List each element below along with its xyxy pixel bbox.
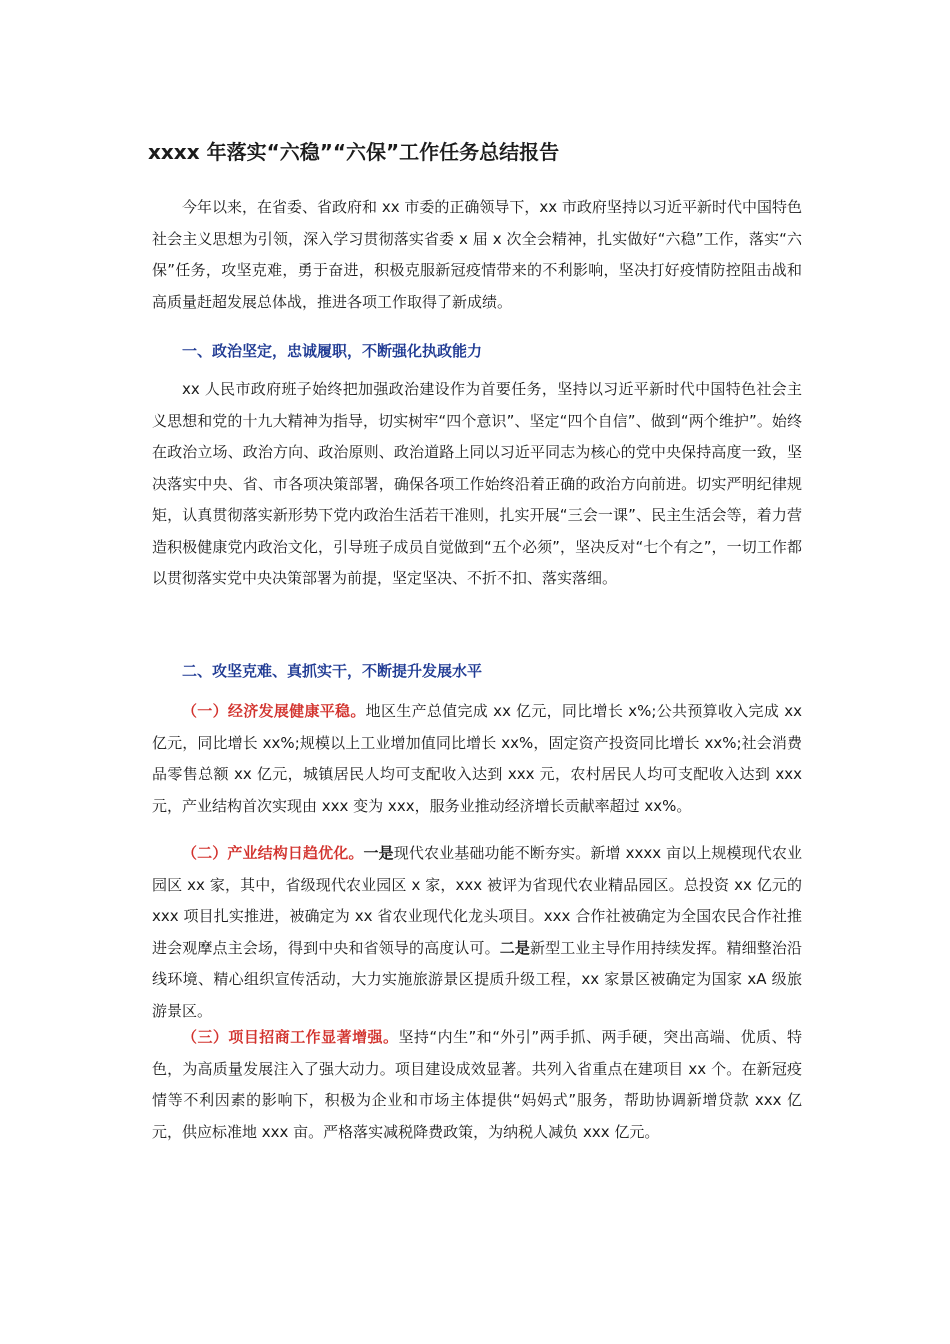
subsection-1-lead: （一）经济发展健康平稳。 — [182, 702, 366, 720]
section-1-body: xx 人民市政府班子始终把加强政治建设作为首要任务，坚持以习近平新时代中国特色社会主义思想和党的十九大精神为指导，切实树牢“四个意识”、坚定“四个自信”、做到“两个维护”。始终在政治立场、政治方向、政治原则、政治道路上同以习近平同志为核心的党中央保持高度一致，坚决落实中央、省、市各项决策部署，确保各项工作始终沿着正确的政治方向前进。切实严明纪律规矩，认真贯彻落实新形势下党内政治生活若干准则，扎实开展“三会一课”、民主生活会等，着力营造积极健康党内政治文化，引导班子成员自觉做到“五个必须”，坚决反对“七个有之”，一切工作都以贯彻落实党中央决策部署为前提，坚定坚决、不折不扣、落实落细。 — [152, 380, 802, 587]
subsection-2-paragraph — [152, 838, 802, 1027]
point-1-body: 现代农业基础功能不断夯实。新增 xxxx 亩以上规模现代农业园区 xx 家，其中，省级现代农业园区 x 家，xxx 被评为省现代农业精品园区。总投资 xx 亿元的 xxx 项目扎实推进，被确定为 xx 省农业现代化龙头项目。xxx 合作社被确定为全国农民合作社推进会观摩点主会场，得到中央和省领导的高度认可。 — [152, 844, 802, 957]
subsection-2-lead: （二）产业结构日趋优化。 — [182, 844, 364, 862]
intro-paragraph: 今年以来，在省委、省政府和 xx 市委的正确领导下，xx 市政府坚持以习近平新时代中国特色社会主义思想为引领，深入学习贯彻落实省委 x 届 x 次全会精神，扎实做好“六稳”工作，落实“六保”任务，攻坚克难，勇于奋进，积极克服新冠疫情带来的不利影响，坚决打好疫情防控阻击战和高质量赶超发展总体战，推进各项工作取得了新成绩。 — [152, 198, 802, 311]
point-2-label: 二是 — [499, 938, 530, 957]
subsection-3-paragraph — [152, 1022, 802, 1148]
point-2-body: 新型工业主导作用持续发挥。精细整治沿线环境、精心组织宣传活动，大力实施旅游景区提质升级工程，xx 家景区被确定为国家 xA 级旅游景区。 — [152, 938, 802, 1020]
section-1-heading: 一、政治坚定，忠诚履职，不断强化执政能力 — [182, 342, 483, 360]
document-title: xxxx 年落实“六稳”“六保”工作任务总结报告 — [148, 140, 560, 164]
subsection-3-lead: （三）项目招商工作显著增强。 — [182, 1028, 399, 1046]
subsection-1-paragraph — [152, 696, 802, 822]
subsection-1-body: 地区生产总值完成 xx 亿元，同比增长 x%;公共预算收入完成 xx 亿元，同比增长 xx%;规模以上工业增加值同比增长 xx%，固定资产投资同比增长 xx%;社会消费品零售总额 xx 亿元，城镇居民人均可支配收入达到 xxx 元，农村居民人均可支配收入达到 xxx 元，产业结构首次实现由 xxx 变为 xxx，服务业推动经济增长贡献率超过 xx%。 — [152, 702, 802, 815]
section-2-heading: 二、攻坚克难、真抓实干，不断提升发展水平 — [182, 662, 483, 680]
point-1-label: 一是 — [363, 844, 394, 862]
subsection-3-body: 坚持“内生”和“外引”两手抓、两手硬，突出高端、优质、特色，为高质量发展注入了强大动力。项目建设成效显著。共列入省重点在建项目 xx 个。在新冠疫情等不利因素的影响下，积极为企业和市场主体提供“妈妈式”服务，帮助协调新增贷款 xxx 亿元，供应标准地 xxx 亩。严格落实减税降费政策，为纳税人减负 xxx 亿元。 — [152, 1028, 802, 1141]
